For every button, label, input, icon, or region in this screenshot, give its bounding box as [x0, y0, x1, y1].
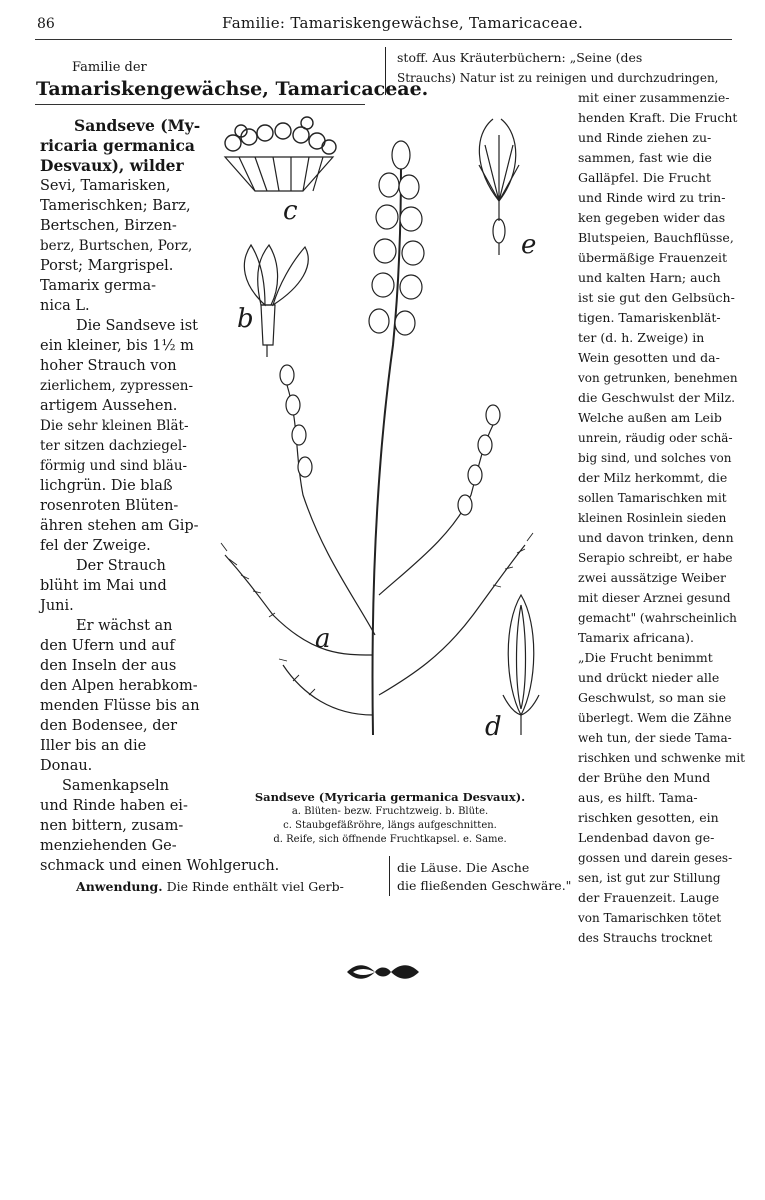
text-line: berz, Burtschen, Porz,	[40, 238, 193, 254]
text-line: Donau.	[40, 758, 93, 774]
text-line: Die Sandseve ist	[76, 318, 198, 334]
text-line: rosenroten Blüten-	[40, 498, 179, 514]
running-title: Familie: Tamariskengewächse, Tamaricaceae.	[222, 14, 584, 32]
text-line: nica L.	[40, 298, 90, 314]
text-line: überlegt. Wem die Zähne	[578, 711, 732, 725]
anwendung-line	[76, 877, 344, 897]
text-line: fel der Zweige.	[40, 538, 151, 554]
text-line: den Alpen herabkom-	[40, 678, 198, 694]
text-line: mit einer zusammenzie-	[578, 90, 730, 105]
text-line: Porst; Margrispel.	[40, 258, 174, 274]
botanical-illustration	[203, 95, 555, 785]
figure-label-e: e	[521, 230, 537, 260]
caption-line: d. Reife, sich öffnende Fruchtkapsel. e. Same.	[273, 834, 507, 845]
text-line: ein kleiner, bis 1½ m	[40, 338, 194, 354]
text-line: Bertschen, Birzen-	[40, 218, 177, 234]
text-line: Tamarix germa-	[40, 278, 157, 294]
text-line: und davon trinken, denn	[578, 530, 734, 545]
family-title: Tamariskengewächse, Tamaricaceae.	[36, 78, 429, 100]
text-line: die Läuse. Die Asche	[397, 860, 530, 875]
text-line: den Ufern und auf	[40, 638, 175, 654]
text-line: und Rinde wird zu trin-	[578, 190, 726, 205]
text-line: Strauchs) Natur ist zu reinigen und durchzudringen,	[397, 71, 719, 85]
capsule-drawing	[503, 595, 539, 735]
text-line: den Inseln der aus	[40, 658, 177, 674]
figure-label-c: c	[283, 196, 298, 226]
text-line: und drückt nieder alle	[578, 670, 720, 685]
text-line: ähren stehen am Gip-	[40, 518, 199, 534]
column-divider-bottom	[389, 856, 390, 896]
text-line: mit dieser Arznei gesund	[578, 591, 731, 605]
text-line: stoff. Aus Kräuterbüchern: „Seine (des	[397, 50, 643, 65]
branch-drawing	[221, 141, 533, 735]
text-line: sammen, fast wie die	[578, 150, 712, 165]
text-line: „Die Frucht benimmt	[578, 650, 713, 665]
text-line: Geschwulst, so man sie	[578, 690, 727, 705]
text-line: Tamarix africana).	[578, 630, 694, 645]
text-line: und kalten Harn; auch	[578, 270, 721, 285]
text-line: Juni.	[40, 598, 74, 614]
text-line: übermäßige Frauenzeit	[578, 250, 728, 265]
text-line: nen bittern, zusam-	[40, 818, 184, 834]
text-line: von getrunken, benehmen	[578, 371, 738, 385]
text-line: Iller bis an die	[40, 738, 147, 754]
anwendung-text: Die Rinde enthält viel Gerb-	[166, 879, 344, 894]
family-label: Familie der	[72, 60, 147, 75]
text-line: ricaria germanica	[40, 136, 195, 155]
text-line: kleinen Rosinlein sieden	[578, 511, 727, 525]
text-line: der Frauenzeit. Lauge	[578, 890, 720, 905]
text-line: des Strauchs trocknet	[578, 931, 713, 945]
text-line: menziehenden Ge-	[40, 838, 177, 854]
text-line: förmig und sind bläu-	[40, 458, 188, 474]
text-line: Serapio schreibt, er habe	[578, 551, 733, 565]
text-line: der Brühe den Mund	[578, 770, 711, 785]
text-line: Tamerischken; Barz,	[40, 198, 191, 214]
text-line: der Milz herkommt, die	[578, 470, 728, 485]
text-line: und Rinde ziehen zu-	[578, 130, 712, 145]
running-header	[0, 14, 765, 40]
text-line: den Bodensee, der	[40, 718, 178, 734]
text-line: gossen und darein geses-	[578, 851, 733, 865]
text-line: big sind, und solches von	[578, 451, 732, 465]
figure-label-b: b	[237, 304, 254, 334]
text-line: Desvaux), wilder	[40, 156, 184, 175]
text-line: und Rinde haben ei-	[40, 798, 188, 814]
text-line: Lendenbad davon ge-	[578, 830, 715, 845]
text-line: unrein, räudig oder schä-	[578, 431, 733, 445]
seed-drawing	[479, 119, 519, 255]
caption-line: a. Blüten- bezw. Fruchtzweig. b. Blüte.	[291, 806, 489, 817]
text-line: gemacht" (wahrscheinlich	[578, 611, 737, 625]
text-line: aus, es hilft. Tama-	[578, 790, 698, 805]
text-line: Die sehr kleinen Blät-	[40, 418, 189, 434]
text-line: zwei aussätzige Weiber	[578, 570, 727, 585]
text-line: ken gegeben wider das	[578, 210, 726, 225]
anwendung-label: Anwendung.	[76, 879, 163, 894]
text-line: tigen. Tamariskenblät-	[578, 310, 721, 325]
text-line: rischken und schwenke mit	[578, 751, 745, 765]
page-number: 86	[37, 16, 55, 32]
text-line: Der Strauch	[76, 558, 166, 574]
text-line: sen, ist gut zur Stillung	[578, 871, 721, 885]
text-line: sollen Tamarischken mit	[578, 491, 727, 505]
figure-label-a: a	[315, 624, 331, 654]
text-line: die Geschwulst der Milz.	[578, 390, 736, 405]
text-line: lichgrün. Die blaß	[40, 478, 173, 494]
text-line: weh tun, der siede Tama-	[578, 731, 732, 745]
text-line: blüht im Mai und	[40, 578, 167, 594]
text-line: artigem Aussehen.	[40, 398, 178, 414]
text-line: henden Kraft. Die Frucht	[578, 110, 738, 125]
text-line: menden Flüsse bis an	[40, 698, 200, 714]
text-line: Er wächst an	[76, 618, 173, 634]
text-line: Wein gesotten und da-	[578, 350, 720, 365]
text-line: Welche außen am Leib	[578, 410, 722, 425]
figure-label-d: d	[485, 712, 502, 742]
tailpiece-ornament	[345, 960, 421, 984]
text-line: Sevi, Tamarisken,	[40, 178, 171, 194]
text-line: rischken gesotten, ein	[578, 810, 719, 825]
text-line: Sandseve (My-	[74, 116, 201, 135]
text-line: schmack und einen Wohlgeruch.	[40, 858, 280, 874]
text-line: ter sitzen dachziegel-	[40, 438, 187, 454]
text-line: Blutspeien, Bauchflüsse,	[578, 230, 734, 245]
text-line: von Tamarischken tötet	[578, 911, 722, 925]
text-line: Galläpfel. Die Frucht	[578, 170, 712, 185]
text-line: ist sie gut den Gelbsüch-	[578, 290, 735, 305]
text-line: hoher Strauch von	[40, 358, 177, 374]
caption-line: c. Staubgefäßröhre, längs aufgeschnitten.	[283, 820, 497, 831]
text-line: zierlichem, zypressen-	[40, 378, 194, 394]
figure-caption	[240, 790, 540, 847]
text-line: Samenkapseln	[62, 778, 169, 794]
flower-drawing	[244, 245, 308, 357]
caption-title: Sandseve (Myricaria germanica Desvaux).	[254, 790, 526, 804]
header-rule	[35, 39, 732, 40]
text-line: die fließenden Geschwäre."	[397, 878, 572, 893]
stamen-tube-drawing	[225, 117, 336, 191]
text-line: ter (d. h. Zweige) in	[578, 330, 705, 345]
column-divider-top	[385, 47, 386, 95]
